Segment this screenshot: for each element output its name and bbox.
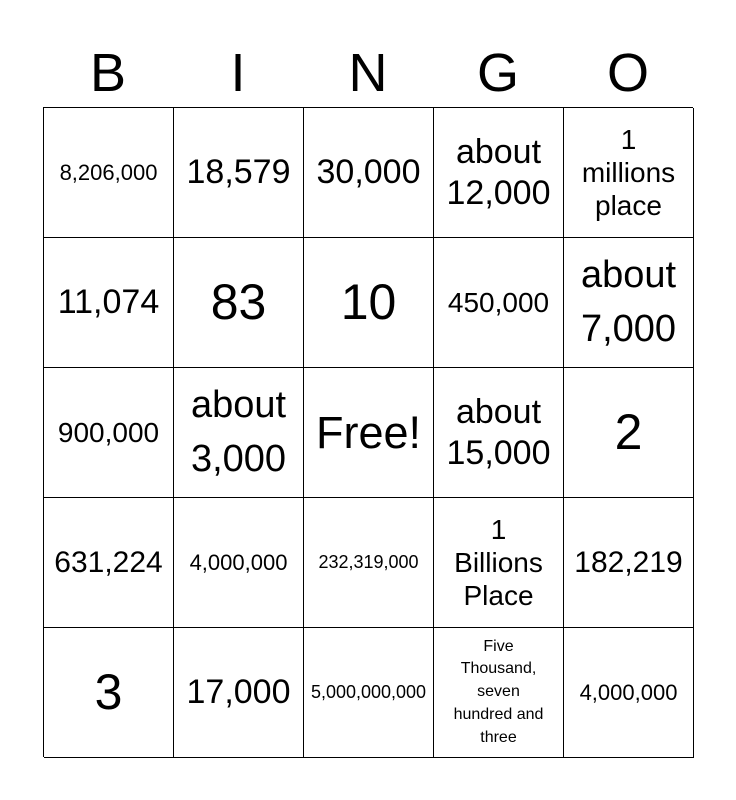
free-space: Free! <box>304 368 434 498</box>
bingo-cell: 1 Billions Place <box>434 498 564 628</box>
bingo-cell: 2 <box>564 368 694 498</box>
bingo-cell: 11,074 <box>44 238 174 368</box>
bingo-cell: 30,000 <box>304 108 434 238</box>
bingo-cell: 18,579 <box>174 108 304 238</box>
bingo-cell: about 12,000 <box>434 108 564 238</box>
bingo-cell: 450,000 <box>434 238 564 368</box>
bingo-cell: 3 <box>44 628 174 758</box>
bingo-cell: Five Thousand, seven hundred and three <box>434 628 564 758</box>
bingo-cell: 4,000,000 <box>174 498 304 628</box>
bingo-cell: about 7,000 <box>564 238 694 368</box>
bingo-board <box>43 107 693 757</box>
bingo-cell: about 3,000 <box>174 368 304 498</box>
bingo-cell: 631,224 <box>44 498 174 628</box>
header-letter-i: I <box>230 43 246 103</box>
header-letter-n: N <box>348 43 388 103</box>
header-letter-b: B <box>89 43 127 103</box>
bingo-cell: 4,000,000 <box>564 628 694 758</box>
bingo-cell: 10 <box>304 238 434 368</box>
bingo-cell: 1 millions place <box>564 108 694 238</box>
bingo-cell: about 15,000 <box>434 368 564 498</box>
bingo-cell: 83 <box>174 238 304 368</box>
bingo-cell: 182,219 <box>564 498 694 628</box>
header-letter-g: G <box>476 43 519 103</box>
bingo-header <box>43 40 693 106</box>
bingo-cell: 17,000 <box>174 628 304 758</box>
bingo-cell: 8,206,000 <box>44 108 174 238</box>
bingo-cell: 5,000,000,000 <box>304 628 434 758</box>
header-letter-o: O <box>606 43 649 103</box>
bingo-cell: 900,000 <box>44 368 174 498</box>
bingo-cell: 232,319,000 <box>304 498 434 628</box>
